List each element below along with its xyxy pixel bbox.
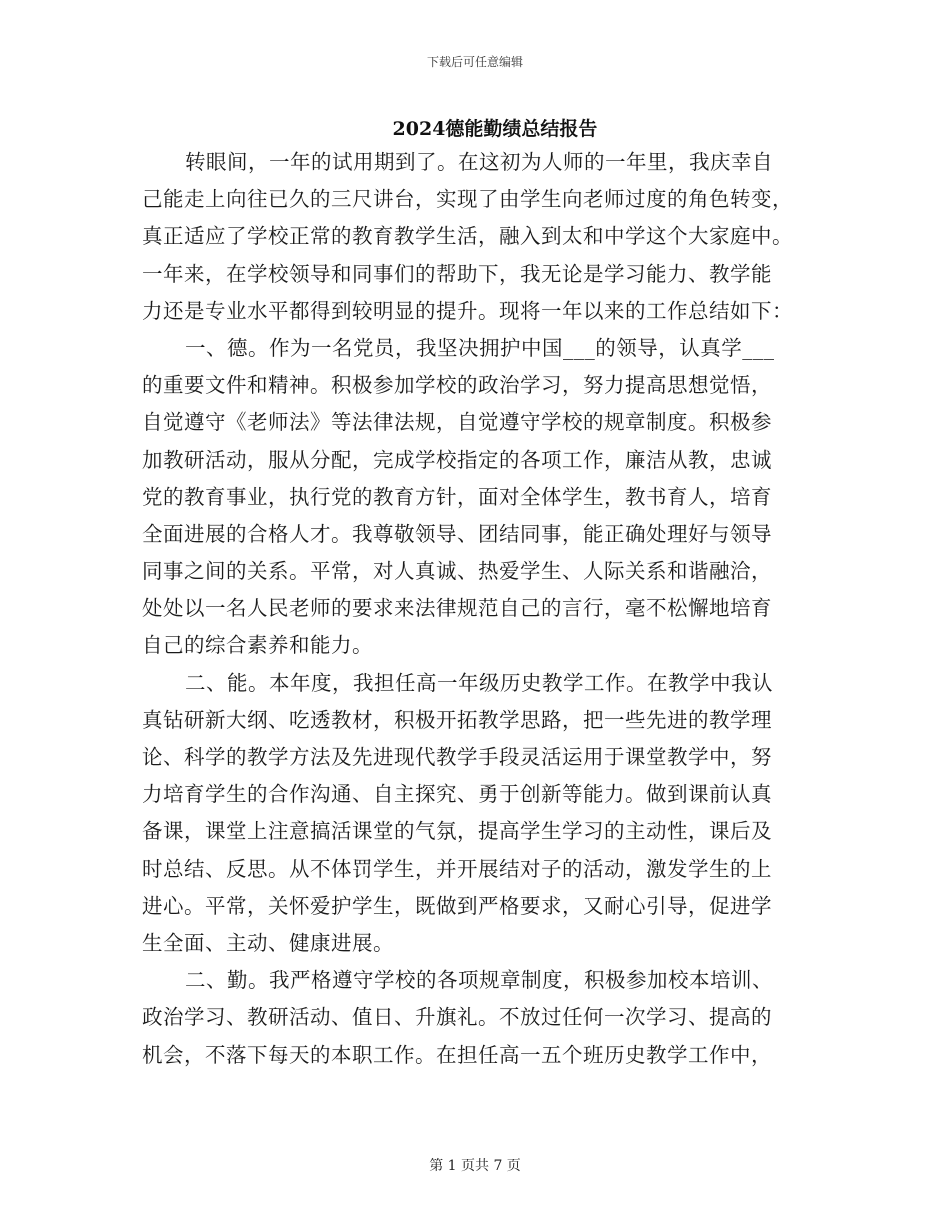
text-line: 时总结、反思。从不体罚学生，并开展结对子的活动，激发学生的上 bbox=[142, 856, 772, 881]
text-line: 二、勤。我严格遵守学校的各项规章制度，积极参加校本培训、 bbox=[185, 968, 773, 993]
document-body bbox=[142, 144, 807, 1074]
paragraph-neng bbox=[142, 665, 807, 963]
header-note: 下载后可任意编辑 bbox=[426, 55, 523, 69]
text-line: 一年来，在学校领导和同事们的帮助下，我无论是学习能力、教学能 bbox=[142, 261, 772, 286]
text-line: 党的教育事业，执行党的教育方针，面对全体学生，教书育人，培育 bbox=[142, 484, 772, 509]
text-line: 论、科学的教学方法及先进现代教学手段灵活运用于课堂教学中，努 bbox=[142, 745, 772, 769]
text-line: 机会，不落下每天的本职工作。在担任高一五个班历史教学工作中， bbox=[142, 1042, 772, 1067]
text-line: 备课，课堂上注意搞活课堂的气氛，提高学生学习的主动性，课后及 bbox=[142, 819, 772, 844]
text-line: 全面进展的合格人才。我尊敬领导、团结同事，能正确处理好与领导 bbox=[142, 521, 772, 546]
document-title: 2024德能勤绩总结报告 bbox=[392, 118, 598, 140]
text-line: 二、能。本年度，我担任高一年级历史教学工作。在教学中我认 bbox=[185, 670, 773, 695]
text-line: 力培育学生的合作沟通、自主探究、勇于创新等能力。做到课前认真 bbox=[142, 782, 772, 807]
paragraph-de bbox=[142, 330, 807, 665]
text-line: 生全面、主动、健康进展。 bbox=[142, 930, 394, 955]
text-line: 处处以一名人民老师的要求来法律规范自己的言行，毫不松懈地培育 bbox=[142, 596, 772, 621]
text-line: 自觉遵守《老师法》等法律法规，自觉遵守学校的规章制度。积极参 bbox=[142, 410, 772, 435]
text-line: 同事之间的关系。平常，对人真诚、热爱学生、人际关系和谐融洽， bbox=[142, 559, 772, 584]
text-line: 力还是专业水平都得到较明显的提升。现将一年以来的工作总结如下： bbox=[142, 298, 793, 323]
text-line: 自己的综合素养和能力。 bbox=[142, 633, 373, 658]
text-line: 转眼间，一年的试用期到了。在这初为人师的一年里，我庆幸自 bbox=[185, 150, 773, 174]
paragraph-intro bbox=[142, 144, 807, 330]
text-line: 的重要文件和精神。积极参加学校的政治学习，努力提高思想觉悟， bbox=[142, 373, 772, 398]
text-line: 一、德。作为一名党员，我坚决拥护中国___的领导，认真学___ bbox=[185, 335, 775, 360]
text-line: 己能走上向往已久的三尺讲台，实现了由学生向老师过度的角色转变， bbox=[142, 187, 793, 212]
text-line: 真钻研新大纲、吃透教材，积极开拓教学思路，把一些先进的教学理 bbox=[142, 707, 772, 732]
text-line: 加教研活动，服从分配，完成学校指定的各项工作，廉洁从教，忠诚 bbox=[142, 447, 772, 472]
page-number: 第 1 页共 7 页 bbox=[429, 1158, 521, 1174]
text-line: 进心。平常，关怀爱护学生，既做到严格要求，又耐心引导，促进学 bbox=[142, 893, 772, 918]
text-line: 真正适应了学校正常的教育教学生活，融入到太和中学这个大家庭中。 bbox=[142, 224, 793, 249]
paragraph-qin bbox=[142, 962, 807, 1074]
text-line: 政治学习、教研活动、值日、升旗礼。不放过任何一次学习、提高的 bbox=[142, 1005, 772, 1030]
